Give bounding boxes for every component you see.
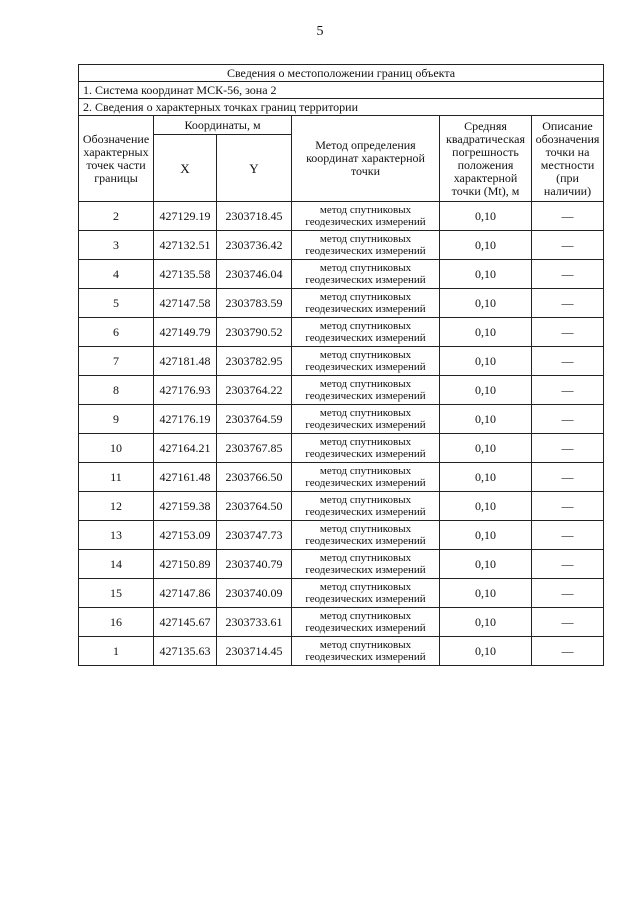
table-row xyxy=(79,376,604,405)
x-cell: 427135.58 xyxy=(154,260,217,289)
description-cell: — xyxy=(532,202,604,231)
method-cell: метод спутниковых геодезических измерений xyxy=(292,289,440,318)
table-row xyxy=(79,405,604,434)
x-cell: 427129.19 xyxy=(154,202,217,231)
description-cell: — xyxy=(532,376,604,405)
accuracy-cell: 0,10 xyxy=(440,405,532,434)
table-row xyxy=(79,289,604,318)
y-cell: 2303740.79 xyxy=(217,550,292,579)
accuracy-cell: 0,10 xyxy=(440,318,532,347)
point-cell: 7 xyxy=(79,347,154,376)
header-y: Y xyxy=(217,135,292,202)
method-cell: метод спутниковых геодезических измерений xyxy=(292,376,440,405)
table-row xyxy=(79,521,604,550)
method-cell: метод спутниковых геодезических измерений xyxy=(292,550,440,579)
point-cell: 2 xyxy=(79,202,154,231)
x-cell: 427164.21 xyxy=(154,434,217,463)
y-cell: 2303782.95 xyxy=(217,347,292,376)
accuracy-cell: 0,10 xyxy=(440,463,532,492)
x-cell: 427149.79 xyxy=(154,318,217,347)
y-cell: 2303764.59 xyxy=(217,405,292,434)
description-cell: — xyxy=(532,289,604,318)
accuracy-cell: 0,10 xyxy=(440,376,532,405)
accuracy-cell: 0,10 xyxy=(440,202,532,231)
description-cell: — xyxy=(532,231,604,260)
table-row xyxy=(79,550,604,579)
table-row xyxy=(79,318,604,347)
x-cell: 427132.51 xyxy=(154,231,217,260)
y-cell: 2303736.42 xyxy=(217,231,292,260)
table-row xyxy=(79,347,604,376)
boundary-points-table xyxy=(78,64,604,666)
description-cell: — xyxy=(532,579,604,608)
y-cell: 2303747.73 xyxy=(217,521,292,550)
method-cell: метод спутниковых геодезических измерений xyxy=(292,231,440,260)
method-cell: метод спутниковых геодезических измерений xyxy=(292,434,440,463)
point-cell: 13 xyxy=(79,521,154,550)
point-cell: 3 xyxy=(79,231,154,260)
description-cell: — xyxy=(532,550,604,579)
x-cell: 427145.67 xyxy=(154,608,217,637)
table-row xyxy=(79,463,604,492)
description-cell: — xyxy=(532,521,604,550)
table-row xyxy=(79,492,604,521)
header-point: Обозначение характерных точек части границы xyxy=(79,116,154,202)
header-description: Описание обозначения точки на местности (при наличии) xyxy=(532,116,604,202)
accuracy-cell: 0,10 xyxy=(440,608,532,637)
point-cell: 1 xyxy=(79,637,154,666)
point-cell: 12 xyxy=(79,492,154,521)
y-cell: 2303718.45 xyxy=(217,202,292,231)
description-cell: — xyxy=(532,637,604,666)
method-cell: метод спутниковых геодезических измерений xyxy=(292,521,440,550)
y-cell: 2303746.04 xyxy=(217,260,292,289)
point-cell: 4 xyxy=(79,260,154,289)
table-row xyxy=(79,579,604,608)
x-cell: 427159.38 xyxy=(154,492,217,521)
y-cell: 2303733.61 xyxy=(217,608,292,637)
y-cell: 2303764.22 xyxy=(217,376,292,405)
method-cell: метод спутниковых геодезических измерений xyxy=(292,637,440,666)
x-cell: 427176.93 xyxy=(154,376,217,405)
accuracy-cell: 0,10 xyxy=(440,289,532,318)
y-cell: 2303767.85 xyxy=(217,434,292,463)
method-cell: метод спутниковых геодезических измерений xyxy=(292,463,440,492)
description-cell: — xyxy=(532,347,604,376)
y-cell: 2303740.09 xyxy=(217,579,292,608)
x-cell: 427147.86 xyxy=(154,579,217,608)
point-cell: 5 xyxy=(79,289,154,318)
header-method: Метод определения координат характерной точки xyxy=(292,116,440,202)
accuracy-cell: 0,10 xyxy=(440,550,532,579)
header-x: X xyxy=(154,135,217,202)
table-row xyxy=(79,434,604,463)
point-cell: 11 xyxy=(79,463,154,492)
point-cell: 14 xyxy=(79,550,154,579)
x-cell: 427161.48 xyxy=(154,463,217,492)
description-cell: — xyxy=(532,492,604,521)
y-cell: 2303764.50 xyxy=(217,492,292,521)
description-cell: — xyxy=(532,608,604,637)
point-cell: 6 xyxy=(79,318,154,347)
table-row xyxy=(79,202,604,231)
header-coordinates: Координаты, м xyxy=(154,116,292,135)
y-cell: 2303714.45 xyxy=(217,637,292,666)
point-cell: 16 xyxy=(79,608,154,637)
accuracy-cell: 0,10 xyxy=(440,260,532,289)
x-cell: 427176.19 xyxy=(154,405,217,434)
accuracy-cell: 0,10 xyxy=(440,637,532,666)
y-cell: 2303783.59 xyxy=(217,289,292,318)
method-cell: метод спутниковых геодезических измерений xyxy=(292,260,440,289)
method-cell: метод спутниковых геодезических измерений xyxy=(292,608,440,637)
description-cell: — xyxy=(532,434,604,463)
point-cell: 9 xyxy=(79,405,154,434)
method-cell: метод спутниковых геодезических измерений xyxy=(292,202,440,231)
table-body xyxy=(79,202,604,666)
table-row xyxy=(79,637,604,666)
header-accuracy: Средняя квадратическая погрешность положения характерной точки (Mt), м xyxy=(440,116,532,202)
method-cell: метод спутниковых геодезических измерений xyxy=(292,347,440,376)
description-cell: — xyxy=(532,405,604,434)
coordinate-system: 1. Система координат МСК-56, зона 2 xyxy=(79,82,604,99)
x-cell: 427135.63 xyxy=(154,637,217,666)
points-section-title: 2. Сведения о характерных точках границ территории xyxy=(79,99,604,116)
description-cell: — xyxy=(532,318,604,347)
accuracy-cell: 0,10 xyxy=(440,347,532,376)
accuracy-cell: 0,10 xyxy=(440,434,532,463)
point-cell: 8 xyxy=(79,376,154,405)
method-cell: метод спутниковых геодезических измерений xyxy=(292,405,440,434)
table-row xyxy=(79,231,604,260)
point-cell: 15 xyxy=(79,579,154,608)
table-title: Сведения о местоположении границ объекта xyxy=(79,65,604,82)
description-cell: — xyxy=(532,260,604,289)
method-cell: метод спутниковых геодезических измерений xyxy=(292,492,440,521)
accuracy-cell: 0,10 xyxy=(440,231,532,260)
description-cell: — xyxy=(532,463,604,492)
y-cell: 2303790.52 xyxy=(217,318,292,347)
page-number: 5 xyxy=(316,24,324,39)
accuracy-cell: 0,10 xyxy=(440,492,532,521)
table-row xyxy=(79,608,604,637)
accuracy-cell: 0,10 xyxy=(440,521,532,550)
method-cell: метод спутниковых геодезических измерений xyxy=(292,579,440,608)
x-cell: 427153.09 xyxy=(154,521,217,550)
x-cell: 427150.89 xyxy=(154,550,217,579)
accuracy-cell: 0,10 xyxy=(440,579,532,608)
x-cell: 427147.58 xyxy=(154,289,217,318)
x-cell: 427181.48 xyxy=(154,347,217,376)
table-row xyxy=(79,260,604,289)
y-cell: 2303766.50 xyxy=(217,463,292,492)
point-cell: 10 xyxy=(79,434,154,463)
method-cell: метод спутниковых геодезических измерений xyxy=(292,318,440,347)
